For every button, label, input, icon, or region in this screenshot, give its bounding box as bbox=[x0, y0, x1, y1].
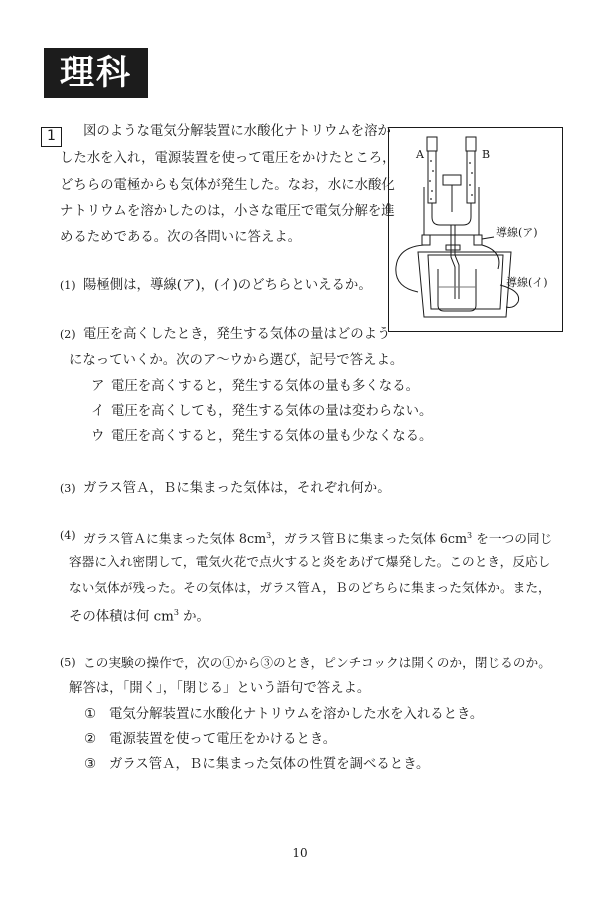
q5-line-2: 解答は，「開く」，「閉じる」という語句で答えよ。 bbox=[69, 681, 371, 696]
section-title: 理科 bbox=[44, 48, 148, 98]
electrolysis-apparatus-figure bbox=[388, 127, 563, 332]
q5-item-label: ② bbox=[84, 732, 97, 747]
question-number: 1 bbox=[41, 127, 62, 147]
q4-line-3: ない気体が残った。その気体は，ガラス管Ａ，Ｂのどちらに集まった気体か。また， bbox=[69, 580, 551, 595]
q2-option-label: ア bbox=[91, 379, 105, 394]
intro-line-3: どちらの電極からも気体が発生した。なお，水に水酸化 bbox=[60, 178, 395, 193]
wire-a-label: 導線(ア) bbox=[496, 226, 538, 239]
q4-sup: 3 bbox=[467, 531, 473, 540]
q5-item-text: 電気分解装置に水酸化ナトリウムを溶かした水を入れるとき。 bbox=[109, 707, 484, 722]
q4-line-4-part: か。 bbox=[178, 609, 210, 625]
q2-number: (2) bbox=[60, 328, 76, 341]
q5-item-label: ③ bbox=[84, 757, 97, 772]
q5-item-text: ガラス管Ａ，Ｂに集まった気体の性質を調べるとき。 bbox=[109, 757, 430, 772]
q2-line-2: になっていくか。次のア～ウから選び，記号で答えよ。 bbox=[69, 353, 404, 368]
wire-b-label: 導線(イ) bbox=[506, 276, 548, 289]
q4-line-1-part: を一つの同じ bbox=[472, 531, 553, 547]
q4-sup: 3 bbox=[266, 531, 272, 540]
q5-item-label: ① bbox=[84, 707, 97, 722]
q2-option-text: 電圧を高くすると，発生する気体の量も少なくなる。 bbox=[111, 429, 433, 444]
q2-line-1: 電圧を高くしたとき，発生する気体の量はどのよう bbox=[83, 327, 391, 342]
q2-option-label: イ bbox=[91, 404, 105, 419]
tube-a-label: A bbox=[416, 148, 424, 161]
intro-line-1: 図のような電気分解装置に水酸化ナトリウムを溶か bbox=[83, 124, 391, 139]
q1-text: 陽極側は，導線(ア)，(イ)のどちらといえるか。 bbox=[83, 278, 372, 293]
q4-number: (4) bbox=[60, 529, 76, 542]
q4-line-1 bbox=[83, 526, 552, 549]
q5-item-text: 電源装置を使って電圧をかけるとき。 bbox=[109, 732, 337, 747]
intro-line-2: した水を入れ，電源装置を使って電圧をかけたところ， bbox=[60, 151, 396, 166]
q4-line-2: 容器に入れ密閉して，電気火花で点火すると炎をあげて爆発した。このとき，反応し bbox=[69, 554, 551, 569]
q3-text: ガラス管Ａ，Ｂに集まった気体は，それぞれ何か。 bbox=[83, 481, 391, 496]
intro-line-4: ナトリウムを溶かしたのは，小さな電圧で電気分解を進 bbox=[60, 204, 395, 219]
q2-option-text: 電圧を高くしても，発生する気体の量は変わらない。 bbox=[111, 404, 433, 419]
q4-sup: 3 bbox=[173, 608, 179, 617]
q3-number: (3) bbox=[60, 482, 76, 495]
intro-line-5: めるためである。次の各問いに答えよ。 bbox=[60, 230, 302, 245]
page-number: 10 bbox=[292, 846, 308, 860]
q5-line-1: この実験の操作で，次の①から③のとき，ピンチコックは開くのか，閉じるのか。 bbox=[83, 655, 551, 670]
q2-option-text: 電圧を高くすると，発生する気体の量も多くなる。 bbox=[111, 379, 419, 394]
q4-line-1-part: ，ガラス管Ｂに集まった気体 6cm bbox=[271, 531, 468, 547]
tube-b-label: B bbox=[482, 148, 491, 161]
q4-line-4-part: その体積は何 cm bbox=[69, 609, 174, 625]
q4-line-1-part: ガラス管Ａに集まった気体 8cm bbox=[83, 531, 267, 547]
q4-line-4 bbox=[69, 603, 210, 627]
q2-option-label: ウ bbox=[91, 429, 105, 444]
q1-number: (1) bbox=[60, 279, 76, 292]
q5-number: (5) bbox=[60, 656, 76, 669]
